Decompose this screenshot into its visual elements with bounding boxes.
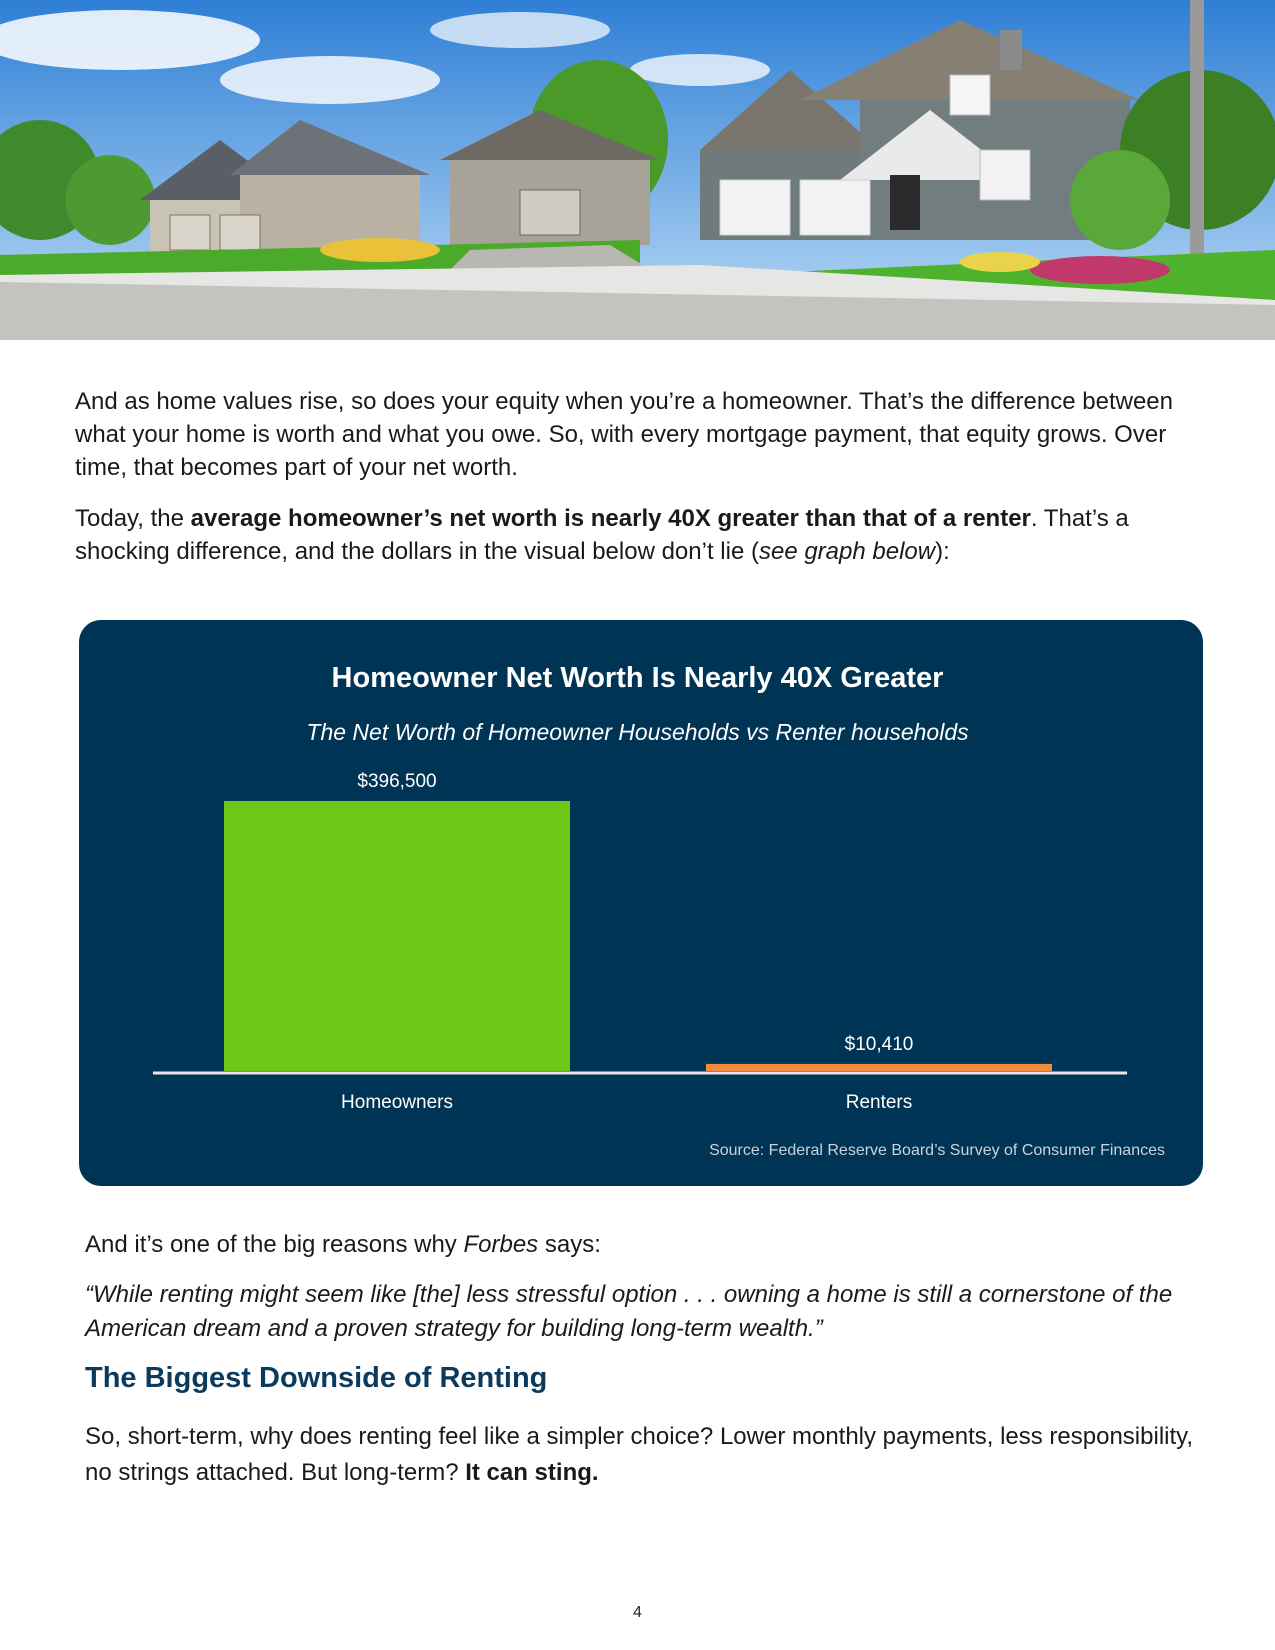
bar-homeowners	[224, 801, 570, 1071]
category-label-renters: Renters	[845, 1092, 913, 1113]
bar-chart	[79, 620, 1203, 1186]
italic-reference: see graph below	[758, 538, 936, 565]
forbes-quote: “While renting might seem like [the] less stressful option . . . owning a home is still a cornerstone of the American dream and a proven strategy for building long-term wealth.”	[85, 1281, 1173, 1342]
hero-photo-suburban-homes	[0, 0, 1275, 340]
text-segment: says:	[538, 1231, 601, 1258]
bold-statement: average homeowner’s net worth is nearly 40X greater than that of a renter	[190, 505, 1031, 532]
value-label-homeowners: $396,500	[357, 771, 437, 792]
text-segment: So, short-term, why does renting feel like a simpler choice? Lower monthly payments, less responsibility, no strings attached. But long-term?	[85, 1423, 1194, 1486]
page-number: 4	[633, 1604, 642, 1621]
intro-paragraph-net-worth	[75, 502, 1205, 568]
value-label-renters: $10,410	[844, 1033, 914, 1055]
renting-downside-paragraph	[85, 1419, 1205, 1491]
text-segment: And it’s one of the big reasons why	[85, 1231, 464, 1258]
intro-paragraph-equity	[75, 385, 1205, 484]
forbes-name: Forbes	[463, 1231, 539, 1258]
bold-conclusion: It can sting.	[465, 1459, 599, 1486]
text-segment: . That’s a shocking difference, and the dollars in the visual below don’t lie (	[75, 505, 1129, 565]
forbes-lead-paragraph	[85, 1228, 1205, 1261]
intro-paragraph-text: And as home values rise, so does your equity when you’re a homeowner. That’s the difference between what your home is worth and what you owe. So, with every mortgage payment, that equity grows. Over time, that becomes part of your net worth.	[75, 388, 1173, 481]
bar-renters	[706, 1064, 1052, 1071]
text-segment: Today, the	[75, 505, 191, 532]
chart-subtitle: The Net Worth of Homeowner Households vs Renter households	[306, 719, 969, 745]
text-segment: ):	[935, 538, 950, 565]
section-heading: The Biggest Downside of Renting	[85, 1362, 548, 1394]
chart-title: Homeowner Net Worth Is Nearly 40X Greater	[331, 662, 944, 694]
chart-source: Source: Federal Reserve Board’s Survey of Consumer Finances	[709, 1142, 1165, 1159]
category-label-homeowners: Homeowners	[341, 1092, 453, 1113]
